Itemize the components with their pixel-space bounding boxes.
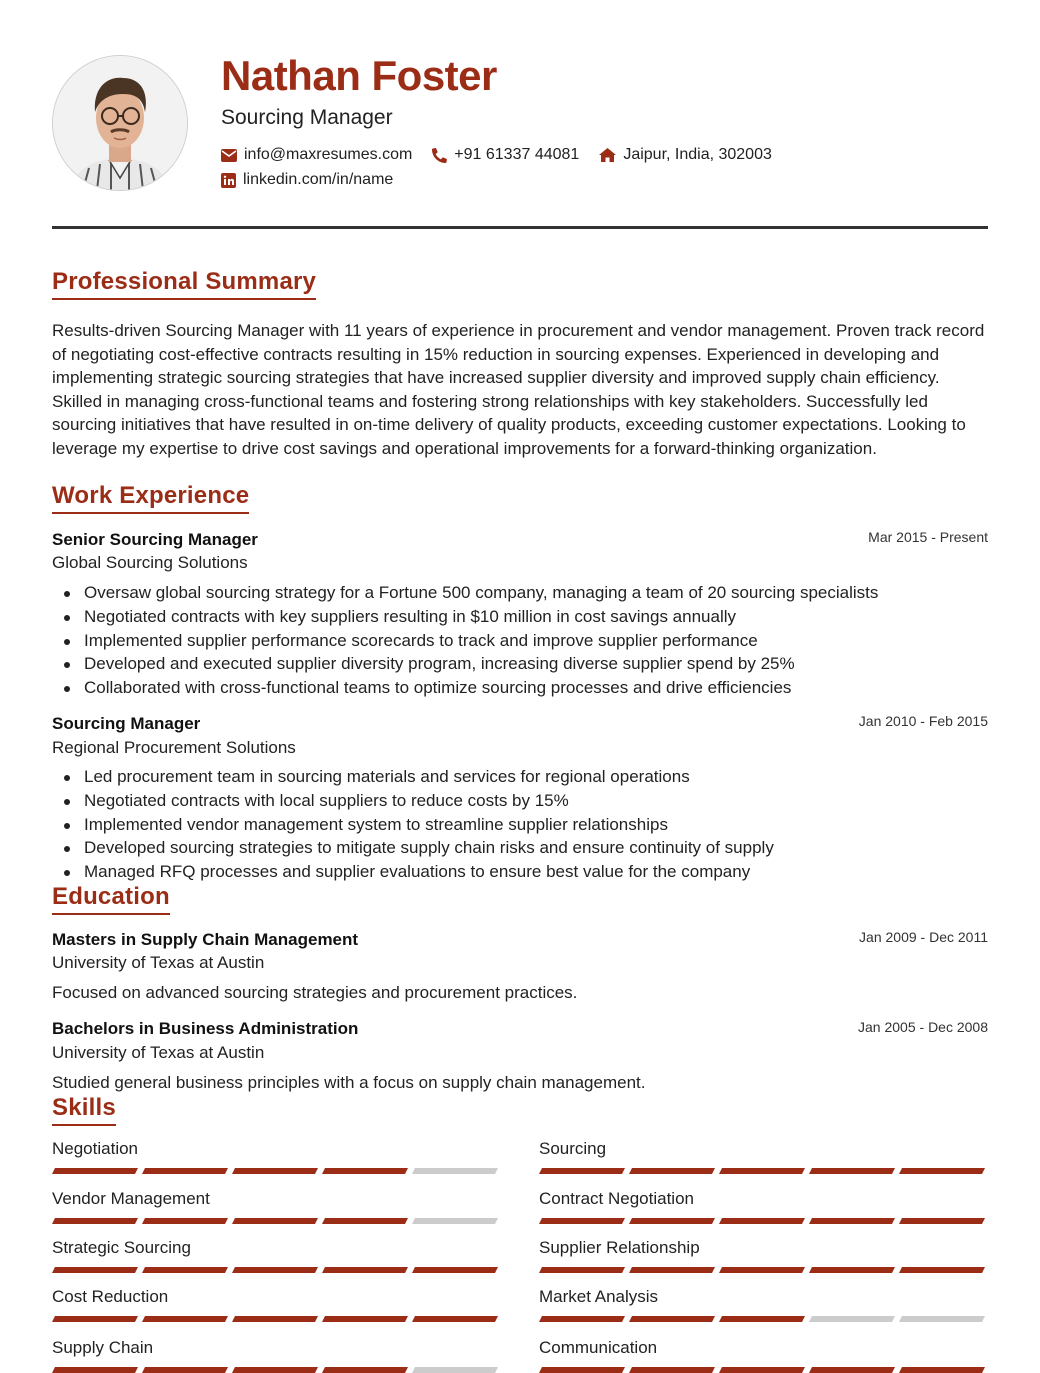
skill-item — [539, 1287, 987, 1322]
skill-segment-filled — [899, 1218, 985, 1224]
skill-segment-empty — [412, 1218, 498, 1224]
skill-item — [539, 1338, 987, 1373]
skill-segment-filled — [322, 1168, 408, 1174]
skill-level-bar — [539, 1168, 987, 1174]
contact-location — [599, 146, 772, 164]
bullet-item: Collaborated with cross-functional teams to optimize sourcing processes and drive efficiencies — [84, 676, 878, 700]
home-icon — [599, 148, 616, 162]
skill-name: Supplier Relationship — [539, 1238, 700, 1257]
skill-segment-filled — [899, 1168, 985, 1174]
skill-segment-filled — [629, 1267, 715, 1273]
bullet-item: Oversaw global sourcing strategy for a Fortune 500 company, managing a team of 20 sourcing specialists — [84, 581, 878, 605]
skill-level-bar — [52, 1218, 500, 1224]
skill-name: Vendor Management — [52, 1189, 210, 1208]
job-dates: Mar 2015 - Present — [868, 529, 988, 545]
education-dates: Jan 2005 - Dec 2008 — [858, 1019, 988, 1035]
skill-item — [539, 1238, 987, 1273]
skill-segment-filled — [52, 1218, 138, 1224]
linkedin-icon — [221, 173, 236, 188]
job-dates: Jan 2010 - Feb 2015 — [858, 713, 988, 729]
skill-level-bar — [52, 1316, 500, 1322]
resume-page — [52, 0, 988, 1357]
skill-segment-filled — [809, 1218, 895, 1224]
skill-level-bar — [52, 1168, 500, 1174]
avatar — [52, 55, 188, 191]
skill-item — [539, 1139, 987, 1174]
skill-item — [539, 1189, 987, 1224]
skill-level-bar — [52, 1367, 500, 1373]
education-school: University of Texas at Austin — [52, 1043, 265, 1062]
skill-segment-filled — [629, 1218, 715, 1224]
skill-name: Supply Chain — [52, 1338, 154, 1357]
skill-segment-filled — [719, 1367, 805, 1373]
profile-photo — [53, 56, 187, 190]
skill-level-bar — [539, 1367, 987, 1373]
bullet-item: Developed and executed supplier diversity program, increasing diverse supplier spend by 25% — [84, 652, 878, 676]
header-divider — [52, 226, 988, 229]
phone-text: +91 61337 44081 — [454, 146, 580, 163]
skill-segment-filled — [809, 1168, 895, 1174]
skill-segment-filled — [629, 1168, 715, 1174]
bullet-item: Developed sourcing strategies to mitigate supply chain risks and ensure continuity of supply — [84, 836, 774, 860]
bullet-item: Negotiated contracts with local suppliers to reduce costs by 15% — [84, 789, 774, 813]
skill-segment-filled — [52, 1316, 138, 1322]
skill-segment-filled — [539, 1316, 625, 1322]
skill-segment-filled — [899, 1367, 985, 1373]
candidate-name: Nathan Foster — [221, 52, 497, 99]
skill-segment-filled — [809, 1267, 895, 1273]
skill-segment-empty — [412, 1367, 498, 1373]
candidate-title: Sourcing Manager — [221, 106, 393, 129]
skill-segment-filled — [412, 1316, 498, 1322]
skill-segment-filled — [412, 1267, 498, 1273]
skill-item — [52, 1139, 500, 1174]
job-title: Sourcing Manager — [52, 714, 201, 733]
skill-item — [52, 1338, 500, 1373]
linkedin-text: linkedin.com/in/name — [243, 171, 394, 188]
skill-level-bar — [539, 1316, 987, 1322]
skill-segment-filled — [539, 1367, 625, 1373]
education-school: University of Texas at Austin — [52, 953, 265, 972]
job-company: Global Sourcing Solutions — [52, 553, 248, 572]
education-description: Studied general business principles with a focus on supply chain management. — [52, 1073, 646, 1092]
resume-header — [52, 0, 988, 230]
skill-segment-filled — [899, 1267, 985, 1273]
skill-segment-filled — [322, 1316, 408, 1322]
contact-row — [221, 146, 792, 164]
section-title-summary: Professional Summary — [52, 268, 316, 300]
skill-name: Contract Negotiation — [539, 1189, 694, 1208]
skill-segment-empty — [899, 1316, 985, 1322]
education-dates: Jan 2009 - Dec 2011 — [859, 929, 988, 945]
skill-name: Market Analysis — [539, 1287, 659, 1306]
skill-segment-filled — [629, 1367, 715, 1373]
skill-name: Negotiation — [52, 1139, 139, 1158]
skill-segment-filled — [232, 1267, 318, 1273]
skill-name: Sourcing — [539, 1139, 607, 1158]
skill-segment-empty — [809, 1316, 895, 1322]
skill-segment-filled — [322, 1267, 408, 1273]
email-text: info@maxresumes.com — [244, 146, 413, 163]
skill-segment-filled — [719, 1168, 805, 1174]
skill-segment-filled — [629, 1316, 715, 1322]
skill-segment-filled — [232, 1168, 318, 1174]
skill-level-bar — [52, 1267, 500, 1273]
summary-text: Results-driven Sourcing Manager with 11 years of experience in procurement and vendor management. Proven track record of negotiating cost-effective contracts resulting in 15% reduction in sourcing expenses. Experienced in developing and implementing strategic sourcing strategies that have increased supplier diversity and improved supply chain efficiency. Skilled in managing cross-functional teams and fostering strong relationships with key stakeholders. Successfully led sourcing initiatives that have resulted in on-time delivery of quality products, exceeding customer expectations. Looking to leverage my expertise to drive cost savings and operational improvements for a forward-thinking organization. — [52, 321, 985, 458]
bullet-item: Implemented supplier performance scorecards to track and improve supplier performance — [84, 629, 878, 653]
skill-segment-filled — [719, 1218, 805, 1224]
skill-segment-filled — [539, 1267, 625, 1273]
skill-segment-filled — [539, 1168, 625, 1174]
skill-segment-filled — [52, 1267, 138, 1273]
skill-level-bar — [539, 1267, 987, 1273]
skill-segment-filled — [142, 1267, 228, 1273]
bullet-item: Managed RFQ processes and supplier evaluations to ensure best value for the company — [84, 860, 774, 884]
skill-segment-filled — [52, 1367, 138, 1373]
skill-segment-filled — [232, 1316, 318, 1322]
section-title-skills: Skills — [52, 1094, 116, 1126]
location-text: Jaipur, India, 302003 — [623, 146, 772, 163]
section-title-education: Education — [52, 883, 170, 915]
skill-segment-filled — [142, 1316, 228, 1322]
skill-segment-filled — [539, 1218, 625, 1224]
bullet-item: Negotiated contracts with key suppliers resulting in $10 million in cost savings annually — [84, 605, 878, 629]
skill-item — [52, 1238, 500, 1273]
skill-segment-filled — [322, 1367, 408, 1373]
phone-icon — [432, 148, 447, 163]
education-degree: Bachelors in Business Administration — [52, 1019, 359, 1038]
skill-segment-filled — [719, 1267, 805, 1273]
bullet-item: Implemented vendor management system to streamline supplier relationships — [84, 813, 774, 837]
skill-segment-empty — [412, 1168, 498, 1174]
skill-name: Strategic Sourcing — [52, 1238, 191, 1257]
contact-linkedin[interactable] — [221, 171, 393, 189]
skill-level-bar — [539, 1218, 987, 1224]
skill-name: Cost Reduction — [52, 1287, 169, 1306]
contact-row-2 — [221, 171, 413, 189]
skill-item — [52, 1287, 500, 1322]
skill-segment-filled — [232, 1218, 318, 1224]
education-degree: Masters in Supply Chain Management — [52, 930, 359, 949]
skill-segment-filled — [719, 1316, 805, 1322]
bullet-item: Led procurement team in sourcing materials and services for regional operations — [84, 765, 774, 789]
section-title-experience: Work Experience — [52, 482, 249, 514]
job-title: Senior Sourcing Manager — [52, 530, 258, 549]
education-description: Focused on advanced sourcing strategies and procurement practices. — [52, 983, 578, 1002]
contact-phone[interactable] — [432, 146, 579, 164]
skill-segment-filled — [809, 1367, 895, 1373]
skill-segment-filled — [142, 1218, 228, 1224]
job-bullets — [84, 765, 774, 884]
skill-segment-filled — [322, 1218, 408, 1224]
job-bullets — [84, 581, 878, 700]
skill-segment-filled — [52, 1168, 138, 1174]
skill-name: Communication — [539, 1338, 658, 1357]
contact-email[interactable] — [221, 146, 412, 164]
job-company: Regional Procurement Solutions — [52, 738, 296, 757]
skill-segment-filled — [232, 1367, 318, 1373]
skill-item — [52, 1189, 500, 1224]
skill-segment-filled — [142, 1367, 228, 1373]
skill-segment-filled — [142, 1168, 228, 1174]
envelope-icon — [221, 149, 237, 162]
